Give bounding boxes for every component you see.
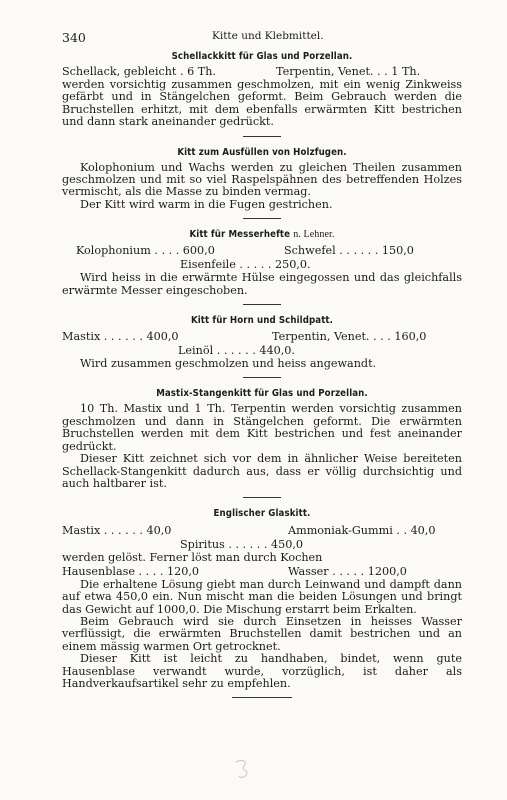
section-messerhefte	[62, 229, 462, 305]
section-text: werden vorsichtig zusammen geschmolzen, mit ein wenig Zinkweiss gefärbt und in Stängelchen geformt. Beim Gebrauch werden die Bruchstellen erhitzt, mit dem ebenfalls erwärmten Kitt bestrichen und dann stark aneinander gedrückt.	[62, 78, 462, 129]
section-text: Der Kitt wird warm in die Fugen gestrichen.	[80, 197, 333, 211]
section-text: Wird heiss in die erwärmte Hülse eingegossen und das gleichfalls erwärmte Messer eingeschoben.	[62, 271, 462, 297]
ingredient-row	[62, 344, 462, 358]
ingredient-row	[62, 258, 462, 272]
section-text: 10 Th. Mastix und 1 Th. Terpentin werden vorsichtig zusammen geschmolzen und dann in Stängelchen geformt. Die erwärmten Bruchstellen werden mit dem Kitt bestrichen und fest aneinander gedrückt.	[62, 402, 462, 453]
ingredient-row	[62, 565, 462, 579]
section-title: Englischer Glaskitt.	[213, 508, 311, 520]
ingredient: Mastix . . . . . . 40,0	[62, 524, 172, 538]
running-title: Kitte und Klebmittel.	[212, 30, 324, 42]
section-holzfugen	[62, 147, 462, 220]
section-title: Kitt für Horn und Schildpatt.	[190, 315, 334, 327]
section-title: Mastix-Stangenkitt für Glas und Porzellan.	[156, 388, 368, 400]
section-text: Dieser Kitt zeichnet sich vor dem in ähnlicher Weise bereiteten Schellack-Stangenkitt dadurch aus, dass er völlig durchsichtig und auch haltbarer ist.	[62, 452, 462, 490]
divider	[232, 697, 292, 698]
section-text: Die erhaltene Lösung giebt man durch Leinwand und dampft dann auf etwa 450,0 ein. Nun mischt man die beiden Lösungen und bringt das Gewicht auf 1000,0. Die Mischung erstarrt beim Erkalten.	[62, 577, 462, 616]
divider	[243, 304, 281, 305]
page	[62, 30, 462, 698]
ingredient: Mastix . . . . . . 400,0	[62, 330, 179, 344]
section-text: Wird zusammen geschmolzen und heiss angewandt.	[80, 357, 377, 371]
section-text: werden gelöst. Ferner löst man durch Kochen	[62, 551, 323, 565]
section-title-author: n. Lehner.	[293, 229, 335, 241]
page-number: 340	[62, 30, 86, 45]
section-text: Kolophonium und Wachs werden zu gleichen Theilen zusammen geschmolzen und mit so viel Raspelspähnen des betreffenden Holzes vermischt, als die Masse zu binden vermag.	[62, 160, 462, 199]
section-title-main: Kitt für Messerhefte	[189, 229, 291, 241]
ingredient: Terpentin, Venet. . . 1 Th.	[276, 65, 421, 78]
ingredient-row	[62, 330, 462, 344]
ingredient: Hausenblase . . . . 120,0	[62, 564, 200, 578]
ingredient-row	[62, 244, 462, 258]
divider	[243, 136, 281, 137]
section-englischer-glaskitt	[62, 508, 462, 698]
ingredient: Schwefel . . . . . . 150,0	[284, 244, 414, 258]
ingredient-row	[62, 65, 462, 79]
ingredient: Spiritus . . . . . . 450,0	[180, 538, 304, 552]
section-horn-schildpatt	[62, 315, 462, 378]
pencil-mark-icon	[232, 758, 256, 780]
section-mastix-stangenkitt	[62, 388, 462, 498]
ingredient: Leinöl . . . . . . 440,0.	[178, 344, 295, 358]
ingredient: Terpentin, Venet. . . . 160,0	[272, 330, 427, 344]
ingredient: Schellack, gebleicht . 6 Th.	[62, 65, 216, 78]
page-header	[62, 30, 462, 48]
ingredient: Eisenfeile . . . . . 250,0.	[180, 258, 311, 272]
divider	[243, 497, 281, 498]
divider	[243, 377, 281, 378]
ingredient-row	[62, 524, 462, 538]
ingredient: Wasser . . . . . 1200,0	[288, 564, 407, 578]
section-text: Beim Gebrauch wird sie durch Einsetzen in heisses Wasser verflüssigt, die erwärmten Bruchstellen damit bestrichen und an einem mässig warmen Ort getrocknet.	[62, 614, 462, 653]
ingredient-row	[62, 538, 462, 552]
section-schellackkitt	[62, 51, 462, 137]
section-title: Kitt zum Ausfüllen von Holzfugen.	[177, 146, 347, 158]
section-title	[62, 229, 462, 240]
ingredient: Ammoniak-Gummi . . 40,0	[288, 524, 436, 538]
section-title: Schellackkitt für Glas und Porzellan.	[171, 51, 353, 62]
ingredient: Kolophonium . . . . 600,0	[76, 244, 215, 258]
section-text: Dieser Kitt ist leicht zu handhaben, bindet, wenn gute Hausenblase verwandt wurde, vorzüglich, ist daher als Handverkaufsartikel sehr zu empfehlen.	[62, 652, 462, 690]
divider	[243, 218, 281, 219]
